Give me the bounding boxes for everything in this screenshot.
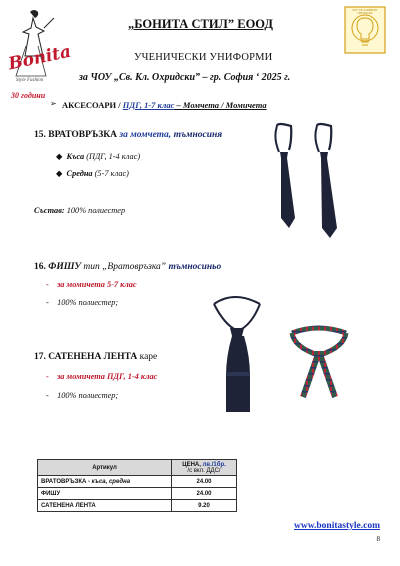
item-15-qualifier: за момчета, xyxy=(116,130,172,140)
row-1-detail: - къса, средна xyxy=(86,478,131,485)
item-17-type: каре xyxy=(137,352,158,362)
item-15-number: 15. xyxy=(34,130,46,140)
price-column-header xyxy=(172,460,237,476)
item-15-title xyxy=(34,130,222,140)
category-audience: – Момчета / Момичета xyxy=(174,100,267,110)
composition-label: Състав: xyxy=(34,206,65,215)
row-2-article xyxy=(38,488,172,500)
row-1-price: 24.00 xyxy=(172,476,237,488)
table-header-row xyxy=(38,460,237,476)
item-16-name: ФИШУ xyxy=(48,262,82,272)
document-title: УЧЕНИЧЕСКИ УНИФОРМИ xyxy=(134,52,273,63)
item-17-composition: - 100% полиестер; xyxy=(46,391,119,400)
item-16-composition-text: 100% полиестер; xyxy=(57,298,119,307)
ties-image xyxy=(265,122,350,287)
table-row xyxy=(38,500,237,512)
table-row xyxy=(38,488,237,500)
article-column-header: Артикул xyxy=(38,460,172,476)
price-note: /с вкл. ДДС/ xyxy=(187,467,221,474)
item-15-color: тъмносиня xyxy=(171,130,223,140)
variant-1-note: (ПДГ, 1-4 клас) xyxy=(84,152,141,161)
bonita-years: 30 години xyxy=(11,91,46,100)
page-number: 8 xyxy=(376,535,380,543)
school-logo-text: ЧОУ СВ. КЛИМЕНТ ОХРИДСКИ xyxy=(352,9,378,15)
item-16-title xyxy=(34,262,221,272)
ribbon-image xyxy=(282,325,357,405)
school-logo xyxy=(344,6,386,54)
item-17-composition-text: 100% полиестер; xyxy=(57,391,119,400)
category-groups: ПДГ, 1-7 клас xyxy=(122,100,175,110)
price-unit: лв./1бр. xyxy=(200,461,226,468)
school-line: за ЧОУ „Св. Кл. Охридски” – гр. София ‘ 2025 г. xyxy=(79,72,291,83)
item-16-composition: - 100% полиестер; xyxy=(46,298,119,307)
bonita-brand: Bonita xyxy=(6,41,73,75)
price-label: ЦЕНА, xyxy=(182,461,201,468)
item-15-name: ВРАТОВРЪЗКА xyxy=(48,130,117,140)
website-link[interactable]: www.bonitastyle.com xyxy=(293,521,380,531)
item-16-number: 16. xyxy=(34,262,46,272)
row-3-price: 9.20 xyxy=(172,500,237,512)
row-2-name: ФИШУ xyxy=(41,490,61,497)
item-15-variant-1: ◆ Къса (ПДГ, 1-4 клас) xyxy=(56,152,141,161)
category-bullet: ➢ xyxy=(50,99,57,108)
item-16-type: тип „Вратовръзка” xyxy=(81,262,167,272)
short-tie-icon xyxy=(275,124,295,228)
bonita-logo xyxy=(4,6,73,106)
variant-2-note: (5-7 клас) xyxy=(92,169,129,178)
variant-1-name: Къса xyxy=(66,152,85,161)
bonita-tagline: Style Fashion xyxy=(16,78,44,83)
item-17-name: САТЕНЕНА ЛЕНТА xyxy=(48,352,138,362)
category-separator: / xyxy=(116,100,123,110)
row-3-name: САТЕНЕНА ЛЕНТА xyxy=(41,502,96,509)
item-17-audience-text: за момичета ПДГ, 1-4 клас xyxy=(57,372,158,381)
row-3-article xyxy=(38,500,172,512)
composition-value: 100% полиестер xyxy=(64,206,126,215)
medium-tie-icon xyxy=(315,124,337,238)
category-heading xyxy=(62,100,267,110)
item-17-audience: - за момичета ПДГ, 1-4 клас xyxy=(46,372,158,381)
row-1-article xyxy=(38,476,172,488)
row-2-price: 24.00 xyxy=(172,488,237,500)
item-16-color: тъмносиньо xyxy=(166,262,222,272)
price-table xyxy=(37,459,237,512)
company-name: „БОНИТА СТИЛ” ЕООД xyxy=(128,17,274,31)
item-17-title xyxy=(34,352,157,362)
table-row xyxy=(38,476,237,488)
row-1-name: ВРАТОВРЪЗКА xyxy=(41,478,87,485)
item-16-audience-text: за момичета 5-7 клас xyxy=(57,280,137,289)
item-15-composition xyxy=(34,206,125,215)
category-label: АКСЕСОАРИ xyxy=(62,100,117,110)
fichu-image xyxy=(200,292,275,432)
item-16-audience: - за момичета 5-7 клас xyxy=(46,280,137,289)
item-15-variant-2: ◆ Средна (5-7 клас) xyxy=(56,169,129,178)
item-17-number: 17. xyxy=(34,352,46,362)
variant-2-name: Средна xyxy=(66,169,93,178)
